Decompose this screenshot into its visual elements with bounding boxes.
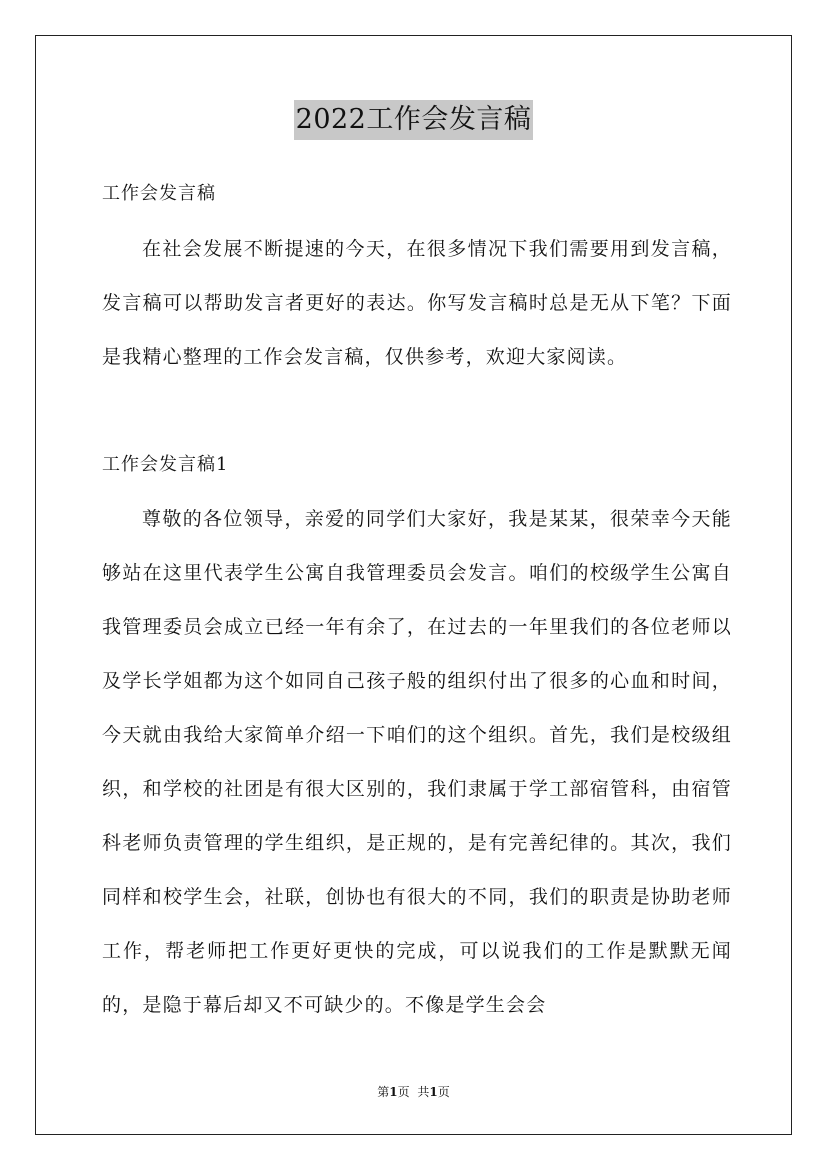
section-heading: 工作会发言稿 xyxy=(102,183,216,204)
footer-page-suffix: 页 xyxy=(397,1085,410,1099)
intro-paragraph: 在社会发展不断提速的今天，在很多情况下我们需要用到发言稿，发言稿可以帮助发言者更好的表达。你写发言稿时总是无从下笔？下面是我精心整理的工作会发言稿，仅供参考，欢迎大家阅读。 xyxy=(102,238,732,368)
body-paragraph-1: 尊敬的各位领导，亲爱的同学们大家好，我是某某，很荣幸今天能够站在这里代表学生公寓自我管理委员会发言。咱们的校级学生公寓自我管理委员会成立已经一年有余了，在过去的一年里我们的各位老师以及学长学姐都为这个如同自己孩子般的组织付出了很多的心血和时间，今天就由我给大家简单介绍一下咱们的这个组织。首先，我们是校级组织，和学校的社团是有很大区别的，我们隶属于学工部宿管科，由宿管科老师负责管理的学生组织，是正规的，是有完善纪律的。其次，我们同样和校学生会，社联，创协也有很大的不同，我们的职责是协助老师工作，帮老师把工作更好更快的完成，可以说我们的工作是默默无闻的，是隐于幕后却又不可缺少的。不像是学生会会 xyxy=(102,508,732,1016)
footer-total-number: 1 xyxy=(429,1085,438,1099)
page-footer xyxy=(0,1084,827,1100)
footer-total-prefix: 共 xyxy=(417,1085,430,1099)
footer-page-prefix: 第 xyxy=(377,1085,390,1099)
subheading-1: 工作会发言稿1 xyxy=(102,454,229,475)
footer-total-suffix: 页 xyxy=(437,1085,450,1099)
footer-page-number: 1 xyxy=(389,1085,398,1099)
document-title: 2022工作会发言稿 xyxy=(294,100,534,140)
title-block xyxy=(0,100,827,140)
